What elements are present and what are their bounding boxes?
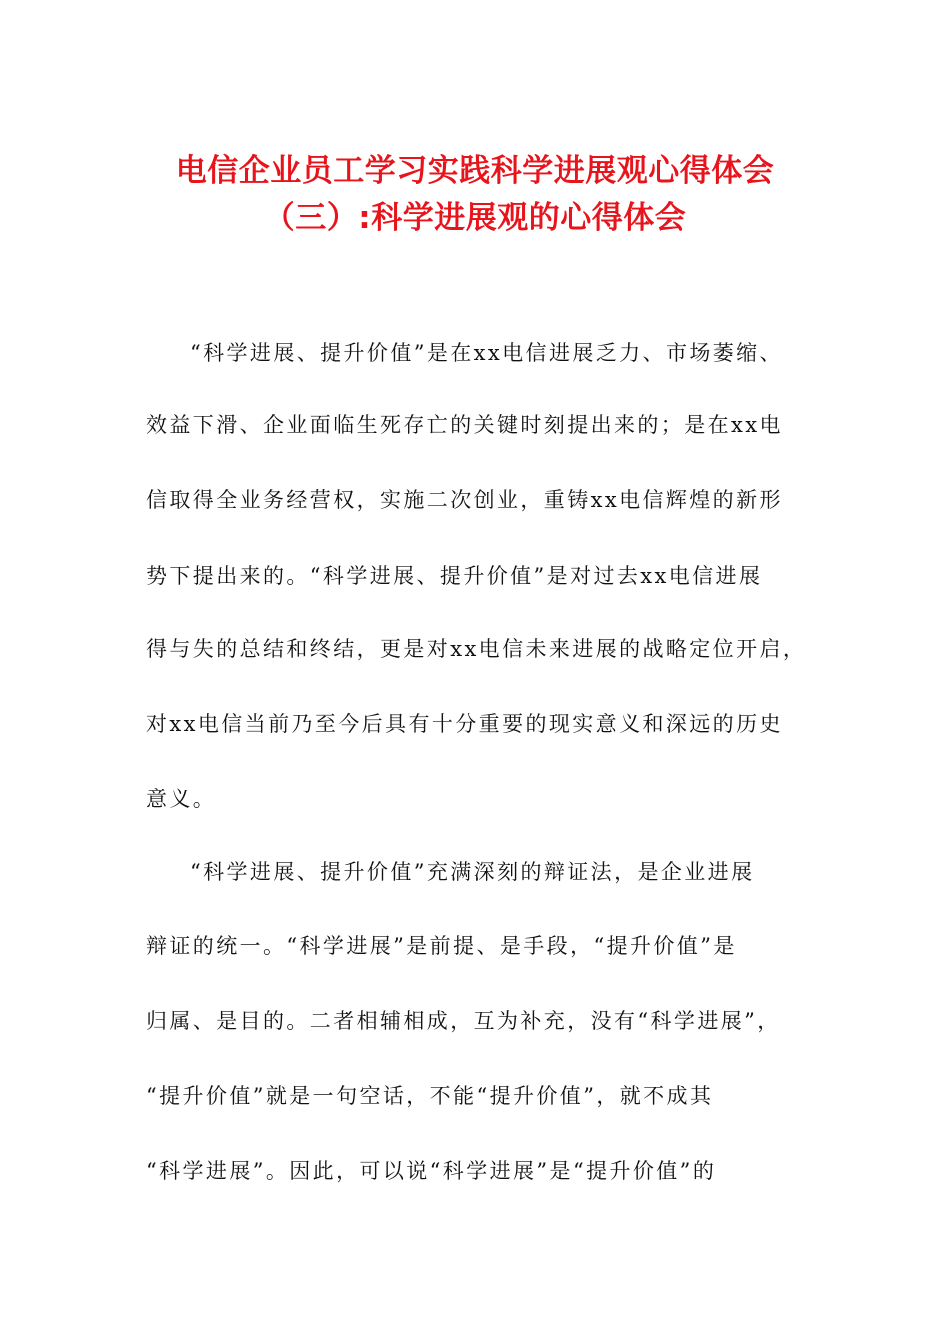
- paragraph-1-line-2: 效益下滑、企业面临生死存亡的关键时刻提出来的；是在xx电: [146, 413, 783, 437]
- document-title-line-1: 电信企业员工学习实践科学进展观心得体会: [175, 153, 775, 189]
- paragraph-2-line-1: “科学进展、提升价值”充满深刻的辩证法，是企业进展: [190, 860, 755, 884]
- paragraph-1-line-3: 信取得全业务经营权，实施二次创业，重铸xx电信辉煌的新形: [146, 488, 783, 512]
- paragraph-1-line-6: 对xx电信当前乃至今后具有十分重要的现实意义和深远的历史: [146, 712, 783, 736]
- paragraph-2-line-4: “提升价值”就是一句空话，不能“提升价值”，就不成其: [146, 1084, 714, 1108]
- paragraph-2-line-2: 辩证的统一。“科学进展”是前提、是手段，“提升价值”是: [146, 934, 737, 958]
- paragraph-1-line-4: 势下提出来的。“科学进展、提升价值”是对过去xx电信进展: [146, 564, 763, 588]
- document-title-line-2: （三）:科学进展观的心得体会: [263, 200, 687, 236]
- paragraph-1-line-7: 意义。: [146, 787, 217, 811]
- paragraph-1-line-1: “科学进展、提升价值”是在xx电信进展乏力、市场萎缩、: [190, 341, 783, 365]
- paragraph-2-line-5: “科学进展”。因此，可以说“科学进展”是“提升价值”的: [146, 1159, 717, 1183]
- paragraph-1-line-5: 得与失的总结和终结，更是对xx电信未来进展的战略定位开启，: [146, 637, 807, 661]
- paragraph-2-line-3: 归属、是目的。二者相辅相成，互为补充，没有“科学进展”，: [146, 1009, 781, 1033]
